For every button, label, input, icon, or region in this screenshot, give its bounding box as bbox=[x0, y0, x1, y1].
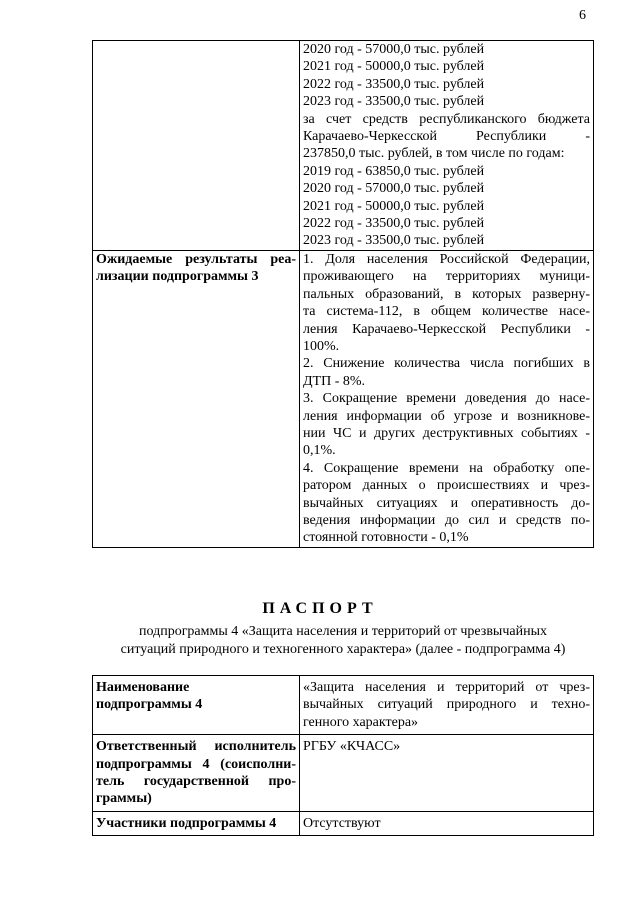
result-line: вычайных ситуациях и оперативность до- bbox=[303, 495, 590, 511]
subprogram-name-row bbox=[93, 676, 594, 735]
passport-subtitle-line: подпрограммы 4 «Защита населения и территорий от чрезвычайных bbox=[138, 624, 547, 639]
result-line: пальных образований, в которых разверну- bbox=[303, 286, 590, 302]
participants-row bbox=[93, 811, 594, 835]
financing-line: 2022 год - 33500,0 тыс. рублей bbox=[303, 216, 485, 232]
financing-line: 2023 год - 33500,0 тыс. рублей bbox=[303, 233, 485, 249]
row-label: подпрограммы 4 (соисполни- bbox=[96, 756, 296, 772]
page-number: 6 bbox=[579, 8, 586, 23]
responsible-executor-label-cell bbox=[93, 735, 300, 812]
result-line: нии ЧС и других деструктивных событиях - bbox=[303, 425, 590, 441]
row-label: Ответственный исполнитель bbox=[96, 739, 296, 755]
expected-results-value-cell bbox=[300, 250, 594, 547]
result-line: 1. Доля населения Российской Федерации, bbox=[303, 251, 590, 267]
responsible-executor-row bbox=[93, 735, 594, 812]
result-line: та система-112, в общем количестве насе- bbox=[303, 304, 590, 320]
row-label: Наименование bbox=[96, 680, 190, 695]
financing-line: 2020 год - 57000,0 тыс. рублей bbox=[303, 181, 485, 197]
result-line: стоянной готовности - 0,1% bbox=[303, 530, 469, 546]
result-line: ратором данных о происшествиях и чрез- bbox=[303, 478, 590, 494]
result-line: 4. Сокращение времени на обработку опе- bbox=[303, 460, 590, 476]
row-value: РГБУ «КЧАСС» bbox=[303, 739, 401, 755]
result-line: ления информации об угрозе и возникнове- bbox=[303, 408, 590, 424]
financing-line: 2021 год - 50000,0 тыс. рублей bbox=[303, 59, 485, 75]
result-line: ления Карачаево-Черкесской Республики - bbox=[303, 321, 590, 337]
passport-subtitle-line: ситуаций природного и техногенного характера» (далее - подпрограмма 4) bbox=[120, 642, 566, 657]
participants-label-cell bbox=[93, 811, 300, 835]
subprogram-name-value-cell bbox=[300, 676, 594, 735]
financing-line: 2019 год - 63850,0 тыс. рублей bbox=[303, 163, 485, 179]
row-value: Отсутствуют bbox=[303, 815, 381, 831]
subprogram3-passport-table-continued bbox=[92, 40, 594, 548]
result-line: ДТП - 8%. bbox=[303, 373, 366, 389]
financing-row bbox=[93, 41, 594, 251]
financing-line: 2021 год - 50000,0 тыс. рублей bbox=[303, 198, 485, 214]
expected-results-label: лизации подпрограммы 3 bbox=[96, 269, 259, 285]
row-label: граммы) bbox=[96, 791, 152, 807]
financing-line: 2020 год - 57000,0 тыс. рублей bbox=[303, 42, 485, 57]
expected-results-row bbox=[93, 250, 594, 547]
passport-subtitle bbox=[92, 623, 594, 659]
row-label: подпрограммы 4 bbox=[96, 697, 203, 713]
financing-label-cell bbox=[93, 41, 300, 251]
financing-line: за счет средств республиканского бюджета bbox=[303, 111, 590, 127]
row-value: генного характера» bbox=[303, 714, 419, 730]
result-line: 0,1%. bbox=[303, 443, 336, 459]
result-line: ведения информации до сил и средств по- bbox=[303, 512, 590, 528]
subprogram4-passport-table bbox=[92, 675, 594, 836]
row-label: Участники подпрограммы 4 bbox=[96, 815, 277, 831]
expected-results-label: Ожидаемые результаты реа- bbox=[96, 251, 296, 267]
row-value: «Защита населения и территорий от чрез- bbox=[303, 680, 590, 695]
financing-line: 2022 год - 33500,0 тыс. рублей bbox=[303, 76, 485, 92]
financing-line: 2023 год - 33500,0 тыс. рублей bbox=[303, 94, 485, 110]
subprogram-name-label-cell bbox=[93, 676, 300, 735]
result-line: 100%. bbox=[303, 338, 340, 354]
result-line: проживающего на территориях муници- bbox=[303, 269, 590, 285]
row-label: тель государственной про- bbox=[96, 774, 296, 790]
result-line: 2. Снижение количества числа погибших в bbox=[303, 356, 590, 372]
expected-results-label-cell bbox=[93, 250, 300, 547]
financing-line: 237850,0 тыс. рублей, в том числе по годам: bbox=[303, 146, 565, 162]
row-value: вычайных ситуаций природного и техно- bbox=[303, 697, 590, 713]
result-line: 3. Сокращение времени доведения до насе- bbox=[303, 391, 590, 407]
financing-value-cell bbox=[300, 41, 594, 251]
responsible-executor-value-cell bbox=[300, 735, 594, 812]
financing-line: Карачаево-Черкесской Республики - bbox=[303, 129, 590, 145]
passport-title: ПАСПОРТ bbox=[262, 600, 378, 617]
participants-value-cell bbox=[300, 811, 594, 835]
